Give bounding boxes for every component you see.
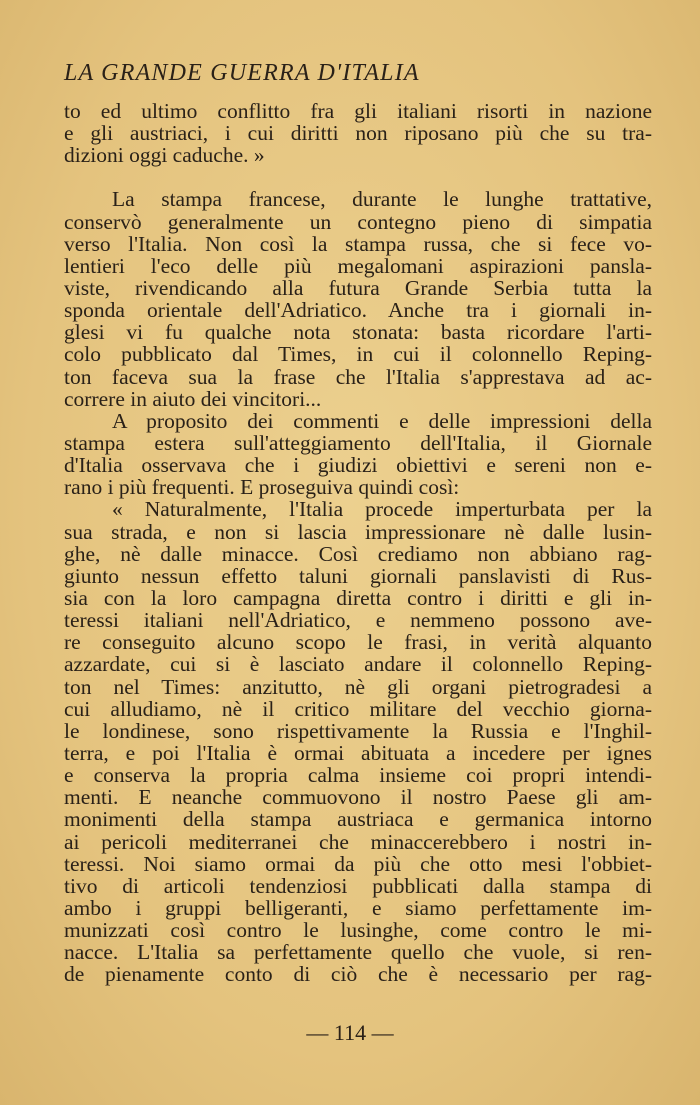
text-line: re conseguito alcuno scopo le frasi, in verità alquanto: [64, 630, 652, 655]
paragraph-quote-end: [64, 100, 652, 166]
page-number: — 114 —: [306, 1020, 394, 1045]
text-line: lentieri l'eco delle più megalomani aspirazioni pansla-: [64, 253, 652, 278]
paragraph-press-reactions: [64, 188, 652, 409]
text-line: e conserva la propria calma insieme coi propri intendi-: [64, 763, 652, 788]
text-line: ghe, nè dalle minacce. Così crediamo non abbiano rag-: [64, 541, 652, 566]
text-line: de pienamente conto di ciò che è necessario per rag-: [64, 962, 652, 987]
text-line: conservò generalmente un contegno pieno di simpatia: [64, 209, 652, 234]
text-line: monimenti della stampa austriaca e germanica intorno: [64, 807, 652, 832]
text-line: ai pericoli mediterranei che minaccerebbero i nostri in-: [64, 829, 652, 854]
text-line: menti. E neanche commuovono il nostro Paese gli am-: [64, 785, 652, 810]
text-line: verso l'Italia. Non così la stampa russa, che si fece vo-: [64, 231, 652, 256]
text-line: terra, e poi l'Italia è ormai abituata a incedere per ignes: [64, 740, 652, 765]
running-head: LA GRANDE GUERRA D'ITALIA: [64, 60, 420, 86]
text-line: sua strada, e non si lascia impressionare nè dalle lusin-: [64, 519, 652, 544]
text-line: ambo i gruppi belligeranti, e siamo perfettamente im-: [64, 895, 652, 920]
paragraph-quotation: [64, 498, 652, 985]
text-line: sponda orientale dell'Adriatico. Anche tra i giornali in-: [64, 298, 652, 323]
text-line: A proposito dei commenti e delle impressioni della: [112, 408, 652, 433]
text-line: d'Italia osservava che i giudizi obiettivi e sereni non e-: [64, 453, 652, 478]
text-line: stampa estera sull'atteggiamento dell'Italia, il Giornale: [64, 430, 652, 455]
text-line: nacce. L'Italia sa perfettamente quello che vuole, si ren-: [64, 940, 652, 965]
text-line: La stampa francese, durante le lunghe trattative,: [112, 187, 652, 212]
text-line: colo pubblicato dal Times, in cui il colonnello Reping-: [64, 342, 652, 367]
paragraph-gap: [64, 166, 652, 188]
text-line: viste, rivendicando alla futura Grande Serbia tutta la: [64, 275, 652, 300]
text-line: azzardate, cui si è lasciato andare il colonnello Reping-: [64, 652, 652, 677]
text-line: munizzati così contro le lusinghe, come contro le mi-: [64, 918, 652, 943]
body-text: [64, 100, 652, 985]
text-line: cui alludiamo, nè il critico militare del vecchio giorna-: [64, 696, 652, 721]
text-line: glesi vi fu qualche nota stonata: basta ricordare l'arti-: [64, 320, 652, 345]
text-line: teressi italiani nell'Adriatico, e nemmeno possono ave-: [64, 608, 652, 633]
text-line: tivo di articoli tendenziosi pubblicati dalla stampa di: [64, 873, 652, 898]
text-line: rano i più frequenti. E proseguiva quindi così:: [64, 475, 460, 500]
text-line: le londinese, sono rispettivamente la Russia e l'Inghil-: [64, 718, 652, 743]
text-line: correre in aiuto dei vincitori...: [64, 386, 322, 411]
text-line: dizioni oggi caduche. »: [64, 143, 265, 168]
text-line: e gli austriaci, i cui diritti non riposano più che su tra-: [64, 121, 652, 146]
paragraph-giornale-ditalia: [64, 410, 652, 499]
text-line: ton faceva sua la frase che l'Italia s'apprestava ad ac-: [64, 364, 652, 389]
text-line: sia con la loro campagna diretta contro i diritti e gli in-: [64, 585, 652, 610]
text-line: « Naturalmente, l'Italia procede imperturbata per la: [112, 497, 652, 522]
text-line: ton nel Times: anzitutto, nè gli organi pietrogradesi a: [64, 674, 652, 699]
text-line: teressi. Noi siamo ormai da più che otto mesi l'obbiet-: [64, 851, 652, 876]
text-line: giunto nessun effetto taluni giornali panslavisti di Rus-: [64, 563, 652, 588]
text-line: to ed ultimo conflitto fra gli italiani risorti in nazione: [64, 99, 652, 123]
